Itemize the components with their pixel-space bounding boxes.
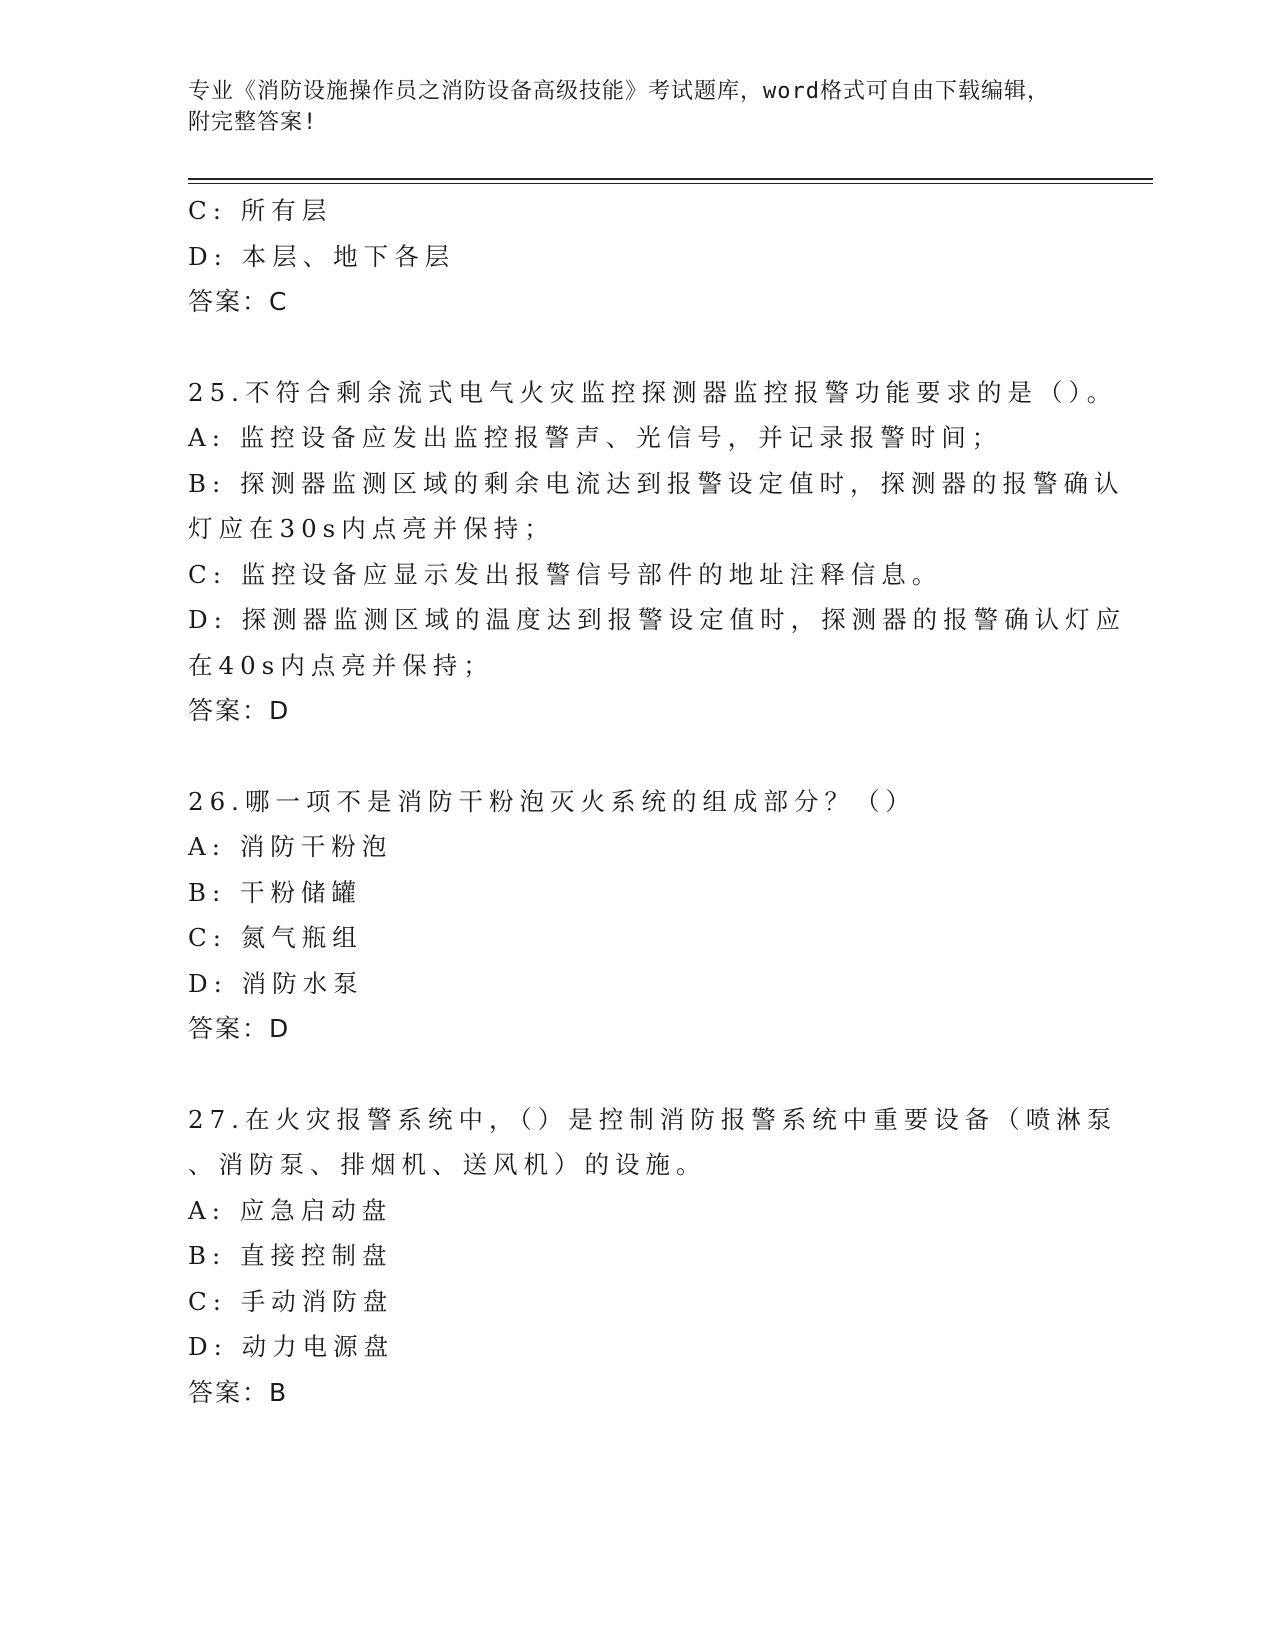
header-title: 专业《消防设施操作员之消防设备高级技能》考试题库，word格式可自由下载编辑，附完整答案! (188, 79, 1050, 135)
spacer (188, 1052, 1078, 1097)
option-a: A: 监控设备应发出监控报警声、光信号，并记录报警时间； (188, 423, 1003, 452)
option-d: D: 消防水泵 (188, 968, 364, 998)
question-25 (188, 370, 1127, 734)
option-c: C: 所有层 (188, 196, 333, 225)
option-c: C: 氮气瓶组 (188, 923, 363, 952)
answer-line: 答案：C (188, 287, 289, 316)
option-d-continued: 在40s内点亮并保持； (188, 650, 494, 680)
option-d: D: 探测器监测区域的温度达到报警设定值时，探测器的报警确认灯应 (188, 605, 1127, 634)
option-a: A: 消防干粉泡 (188, 832, 393, 861)
question-26 (188, 779, 1078, 1052)
option-b-continued: 灯应在30s内点亮并保持； (188, 514, 555, 543)
answer-line: 答案：D (188, 1014, 291, 1043)
option-b: B: 探测器监测区域的剩余电流达到报警设定值时，探测器的报警确认 (188, 468, 1125, 498)
option-d: D: 动力电源盘 (188, 1332, 395, 1361)
option-d: D: 本层、地下各层 (188, 241, 456, 271)
header-rule-thin (188, 183, 1153, 184)
question-24-continued (188, 188, 1078, 325)
option-c: C: 手动消防盘 (188, 1286, 394, 1316)
question-content (188, 188, 1127, 1415)
answer-line: 答案：D (188, 696, 291, 725)
spacer (188, 325, 1078, 370)
option-b: B: 直接控制盘 (188, 1241, 393, 1270)
question-stem: 27.在火灾报警系统中，（）是控制消防报警系统中重要设备（喷淋泵 (188, 1104, 1118, 1134)
question-stem: 25.不符合剩余流式电气火灾监控探测器监控报警功能要求的是（）。 (188, 377, 1118, 407)
header-rule-thick (188, 178, 1153, 180)
spacer (188, 734, 1078, 779)
document-header (188, 76, 1068, 138)
question-stem: 26.哪一项不是消防干粉泡灭火系统的组成部分？（） (188, 786, 916, 816)
answer-line: 答案：B (188, 1377, 289, 1407)
option-a: A: 应急启动盘 (188, 1195, 393, 1225)
option-c: C: 监控设备应显示发出报警信号部件的地址注释信息。 (188, 559, 943, 589)
question-27 (188, 1097, 1118, 1416)
question-stem-continued: 、消防泵、排烟机、送风机）的设施。 (188, 1150, 707, 1179)
option-b: B: 干粉储罐 (188, 877, 363, 907)
